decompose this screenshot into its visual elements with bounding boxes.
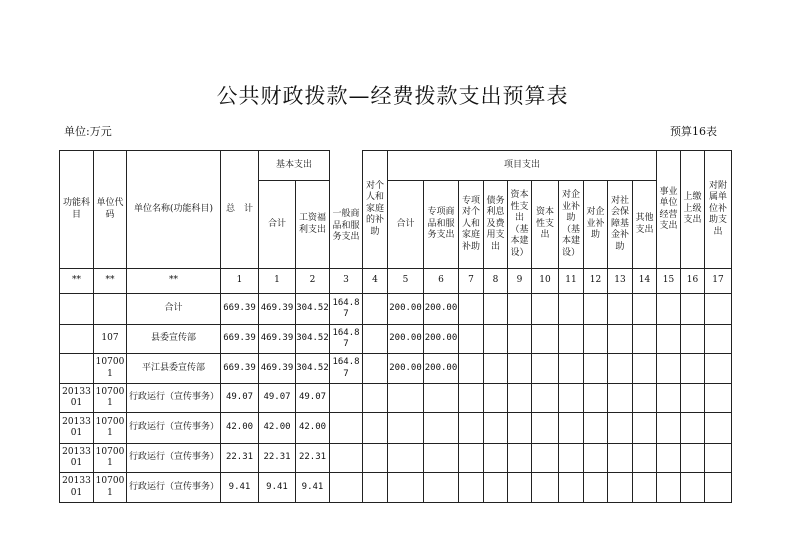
unit-code-cell: 107001 bbox=[94, 444, 127, 473]
func-code-cell: 2013301 bbox=[60, 413, 94, 444]
personal-subsidy-cell bbox=[363, 384, 388, 413]
unit-name-cell: 行政运行（宣传事务） bbox=[127, 384, 221, 413]
empty-cell bbox=[508, 294, 532, 325]
header-special-personal: 专项对个人和家庭补助 bbox=[459, 181, 484, 269]
empty-cell bbox=[681, 444, 705, 473]
index-cell: 8 bbox=[484, 269, 508, 294]
index-cell: 1 bbox=[259, 269, 296, 294]
empty-cell bbox=[559, 325, 584, 354]
header-personal-subsidy: 对个人和家庭的补助 bbox=[363, 151, 388, 269]
unit-name-cell: 行政运行（宣传事务） bbox=[127, 413, 221, 444]
empty-cell bbox=[484, 473, 508, 503]
header-debt-interest: 债务利息及费用支出 bbox=[484, 181, 508, 269]
index-cell: 15 bbox=[657, 269, 681, 294]
empty-cell bbox=[508, 325, 532, 354]
general-goods-cell bbox=[330, 413, 363, 444]
empty-cell bbox=[459, 413, 484, 444]
empty-cell bbox=[633, 473, 657, 503]
proj-total-cell bbox=[388, 413, 424, 444]
empty-cell bbox=[484, 294, 508, 325]
table-number: 预算16表 bbox=[670, 125, 717, 138]
empty-cell bbox=[681, 413, 705, 444]
empty-cell bbox=[484, 325, 508, 354]
empty-cell bbox=[633, 354, 657, 384]
total-cell: 42.00 bbox=[221, 413, 259, 444]
empty-cell bbox=[657, 325, 681, 354]
personal-subsidy-cell bbox=[363, 413, 388, 444]
header-general-goods: 一般商品和服务支出 bbox=[332, 209, 360, 242]
empty-cell bbox=[532, 325, 559, 354]
basic-total-cell: 42.00 bbox=[259, 413, 296, 444]
empty-cell bbox=[657, 413, 681, 444]
empty-cell bbox=[584, 473, 608, 503]
unit-label: 单位:万元 bbox=[64, 125, 112, 138]
func-code-cell bbox=[60, 354, 94, 384]
report-title: 公共财政拨款—经费拨款支出预算表 bbox=[216, 84, 569, 108]
empty-cell bbox=[532, 444, 559, 473]
empty-cell bbox=[608, 473, 633, 503]
index-cell: 12 bbox=[584, 269, 608, 294]
special-goods-cell bbox=[424, 473, 459, 503]
empty-cell bbox=[681, 384, 705, 413]
index-cell: 6 bbox=[424, 269, 459, 294]
index-cell: 9 bbox=[508, 269, 532, 294]
header-project: 项目支出 bbox=[388, 151, 657, 181]
index-cell: 4 bbox=[363, 269, 388, 294]
header-capital: 资本性支出 bbox=[532, 181, 559, 269]
empty-cell bbox=[633, 444, 657, 473]
index-cell: 14 bbox=[633, 269, 657, 294]
empty-cell bbox=[705, 354, 732, 384]
empty-cell bbox=[681, 325, 705, 354]
empty-cell bbox=[657, 444, 681, 473]
empty-cell bbox=[459, 294, 484, 325]
salary-cell: 304.52 bbox=[296, 354, 330, 384]
unit-name-cell: 行政运行（宣传事务） bbox=[127, 444, 221, 473]
empty-cell bbox=[459, 384, 484, 413]
empty-cell bbox=[705, 294, 732, 325]
index-cell: 7 bbox=[459, 269, 484, 294]
basic-total-cell: 469.39 bbox=[259, 325, 296, 354]
header-row-1 bbox=[60, 151, 732, 181]
table-row bbox=[60, 325, 732, 354]
empty-cell bbox=[584, 354, 608, 384]
empty-cell bbox=[633, 413, 657, 444]
proj-total-cell bbox=[388, 473, 424, 503]
header-total: 总 计 bbox=[221, 151, 259, 269]
unit-code-cell bbox=[94, 294, 127, 325]
personal-subsidy-cell bbox=[363, 444, 388, 473]
header-social-security: 对社会保障基金补助 bbox=[608, 181, 633, 269]
general-goods-cell bbox=[330, 444, 363, 473]
total-cell: 9.41 bbox=[221, 473, 259, 503]
salary-cell: 304.52 bbox=[296, 294, 330, 325]
unit-name-cell: 合计 bbox=[127, 294, 221, 325]
special-goods-cell: 200.00 bbox=[424, 294, 459, 325]
empty-cell bbox=[532, 473, 559, 503]
unit-code-cell: 107001 bbox=[94, 384, 127, 413]
empty-cell bbox=[559, 444, 584, 473]
func-code-cell bbox=[60, 294, 94, 325]
func-code-cell: 2013301 bbox=[60, 384, 94, 413]
table-row bbox=[60, 473, 732, 503]
proj-total-cell: 200.00 bbox=[388, 294, 424, 325]
index-cell: 17 bbox=[705, 269, 732, 294]
empty-cell bbox=[633, 294, 657, 325]
special-goods-cell: 200.00 bbox=[424, 325, 459, 354]
empty-cell bbox=[459, 354, 484, 384]
table-row bbox=[60, 413, 732, 444]
header-general-goods-wrap bbox=[330, 151, 363, 269]
empty-cell bbox=[559, 413, 584, 444]
empty-cell bbox=[584, 325, 608, 354]
table-row bbox=[60, 294, 732, 325]
table-row bbox=[60, 444, 732, 473]
empty-cell bbox=[705, 444, 732, 473]
empty-cell bbox=[584, 294, 608, 325]
total-cell: 49.07 bbox=[221, 384, 259, 413]
empty-cell bbox=[705, 413, 732, 444]
func-code-cell: 2013301 bbox=[60, 473, 94, 503]
salary-cell: 9.41 bbox=[296, 473, 330, 503]
header-enterprise: 对企业补助 bbox=[584, 181, 608, 269]
total-cell: 669.39 bbox=[221, 294, 259, 325]
general-goods-cell: 164.87 bbox=[330, 294, 363, 325]
empty-cell bbox=[681, 473, 705, 503]
special-goods-cell: 200.00 bbox=[424, 354, 459, 384]
index-cell: 2 bbox=[296, 269, 330, 294]
empty-cell bbox=[508, 444, 532, 473]
empty-cell bbox=[681, 294, 705, 325]
data-rows bbox=[60, 294, 732, 503]
empty-cell bbox=[608, 444, 633, 473]
index-cell: ** bbox=[94, 269, 127, 294]
index-cell: 11 bbox=[559, 269, 584, 294]
header-enterprise-construction: 对企业补助（基本建设） bbox=[559, 181, 584, 269]
header-upper-payment: 上缴上级支出 bbox=[681, 151, 705, 269]
basic-total-cell: 9.41 bbox=[259, 473, 296, 503]
header-capital-construction: 资本性支出（基本建设） bbox=[508, 181, 532, 269]
unit-code-cell: 107 bbox=[94, 325, 127, 354]
unit-name-cell: 行政运行（宣传事务） bbox=[127, 473, 221, 503]
index-row bbox=[60, 269, 732, 294]
header-func-code: 功能科目 bbox=[60, 151, 94, 269]
empty-cell bbox=[608, 384, 633, 413]
header-business-unit: 事业单位经营支出 bbox=[657, 151, 681, 269]
unit-code-cell: 107001 bbox=[94, 354, 127, 384]
empty-cell bbox=[608, 325, 633, 354]
empty-cell bbox=[584, 444, 608, 473]
basic-total-cell: 469.39 bbox=[259, 294, 296, 325]
empty-cell bbox=[508, 384, 532, 413]
index-cell: 5 bbox=[388, 269, 424, 294]
empty-cell bbox=[532, 384, 559, 413]
proj-total-cell: 200.00 bbox=[388, 325, 424, 354]
general-goods-cell: 164.87 bbox=[330, 325, 363, 354]
total-cell: 22.31 bbox=[221, 444, 259, 473]
empty-cell bbox=[484, 444, 508, 473]
special-goods-cell bbox=[424, 413, 459, 444]
empty-cell bbox=[705, 384, 732, 413]
empty-cell bbox=[584, 413, 608, 444]
personal-subsidy-cell bbox=[363, 473, 388, 503]
index-cell: 13 bbox=[608, 269, 633, 294]
index-cell: ** bbox=[127, 269, 221, 294]
personal-subsidy-cell bbox=[363, 354, 388, 384]
table-row bbox=[60, 354, 732, 384]
salary-cell: 304.52 bbox=[296, 325, 330, 354]
unit-code-cell: 107001 bbox=[94, 473, 127, 503]
empty-cell bbox=[508, 413, 532, 444]
empty-cell bbox=[608, 354, 633, 384]
empty-cell bbox=[608, 413, 633, 444]
index-cell: ** bbox=[60, 269, 94, 294]
basic-total-cell: 49.07 bbox=[259, 384, 296, 413]
empty-cell bbox=[459, 325, 484, 354]
salary-cell: 49.07 bbox=[296, 384, 330, 413]
empty-cell bbox=[657, 473, 681, 503]
total-cell: 669.39 bbox=[221, 354, 259, 384]
basic-total-cell: 469.39 bbox=[259, 354, 296, 384]
header-special-goods: 专项商品和服务支出 bbox=[424, 181, 459, 269]
empty-cell bbox=[484, 384, 508, 413]
func-code-cell: 2013301 bbox=[60, 444, 94, 473]
proj-total-cell bbox=[388, 384, 424, 413]
empty-cell bbox=[705, 325, 732, 354]
empty-cell bbox=[608, 294, 633, 325]
empty-cell bbox=[681, 354, 705, 384]
table-row bbox=[60, 384, 732, 413]
empty-cell bbox=[532, 354, 559, 384]
header-basic-total: 合计 bbox=[259, 181, 296, 269]
empty-cell bbox=[508, 473, 532, 503]
index-cell: 10 bbox=[532, 269, 559, 294]
empty-cell bbox=[459, 444, 484, 473]
unit-code-cell: 107001 bbox=[94, 413, 127, 444]
empty-cell bbox=[459, 473, 484, 503]
header-unit-name: 单位名称(功能科目) bbox=[127, 151, 221, 269]
empty-cell bbox=[584, 384, 608, 413]
empty-cell bbox=[559, 354, 584, 384]
empty-cell bbox=[657, 354, 681, 384]
header-proj-total: 合计 bbox=[388, 181, 424, 269]
salary-cell: 42.00 bbox=[296, 413, 330, 444]
empty-cell bbox=[532, 413, 559, 444]
header-salary: 工资福利支出 bbox=[296, 181, 330, 269]
empty-cell bbox=[484, 413, 508, 444]
header-unit-code: 单位代码 bbox=[94, 151, 127, 269]
personal-subsidy-cell bbox=[363, 325, 388, 354]
empty-cell bbox=[559, 473, 584, 503]
empty-cell bbox=[559, 384, 584, 413]
special-goods-cell bbox=[424, 444, 459, 473]
empty-cell bbox=[705, 473, 732, 503]
unit-name-cell: 县委宣传部 bbox=[127, 325, 221, 354]
total-cell: 669.39 bbox=[221, 325, 259, 354]
special-goods-cell bbox=[424, 384, 459, 413]
index-cell: 1 bbox=[221, 269, 259, 294]
header-other: 其他支出 bbox=[633, 181, 657, 269]
empty-cell bbox=[633, 384, 657, 413]
header-basic: 基本支出 bbox=[259, 151, 330, 181]
proj-total-cell: 200.00 bbox=[388, 354, 424, 384]
general-goods-cell bbox=[330, 384, 363, 413]
general-goods-cell bbox=[330, 473, 363, 503]
general-goods-cell: 164.87 bbox=[330, 354, 363, 384]
index-cell: 3 bbox=[330, 269, 363, 294]
empty-cell bbox=[657, 294, 681, 325]
empty-cell bbox=[657, 384, 681, 413]
header-affiliated-subsidy: 对附属单位补助支出 bbox=[705, 151, 732, 269]
salary-cell: 22.31 bbox=[296, 444, 330, 473]
empty-cell bbox=[633, 325, 657, 354]
empty-cell bbox=[559, 294, 584, 325]
func-code-cell bbox=[60, 325, 94, 354]
empty-cell bbox=[532, 294, 559, 325]
budget-table bbox=[59, 150, 732, 503]
unit-name-cell: 平江县委宣传部 bbox=[127, 354, 221, 384]
basic-total-cell: 22.31 bbox=[259, 444, 296, 473]
empty-cell bbox=[508, 354, 532, 384]
empty-cell bbox=[484, 354, 508, 384]
proj-total-cell bbox=[388, 444, 424, 473]
personal-subsidy-cell bbox=[363, 294, 388, 325]
index-cell: 16 bbox=[681, 269, 705, 294]
